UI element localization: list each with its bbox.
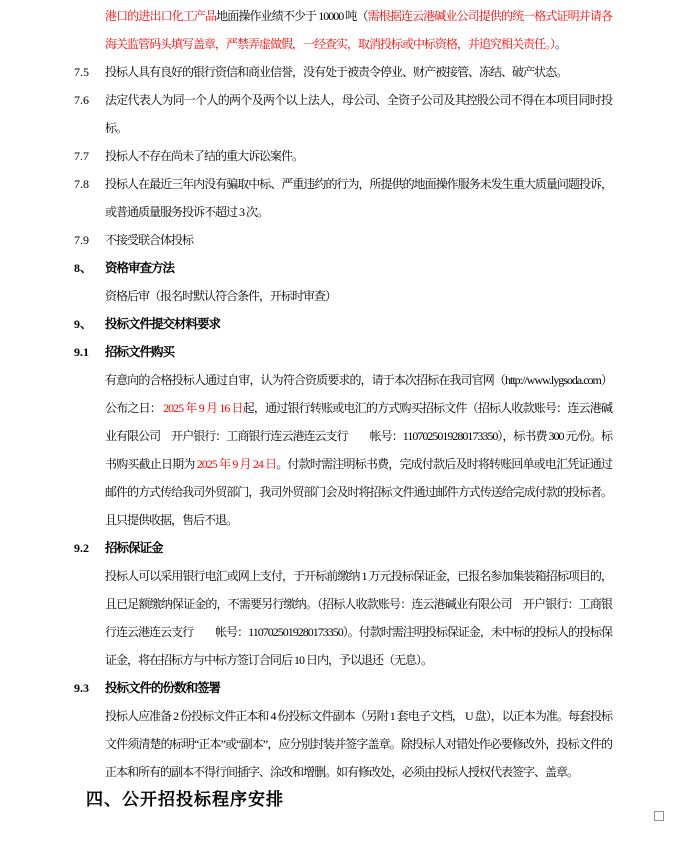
- clause-number: 7.7: [74, 149, 89, 163]
- section-number: 9.1: [74, 345, 89, 359]
- section-9-2-heading: [74, 534, 612, 562]
- section-9-2-body: 投标人可以采用银行电汇或网上支付，于开标前缴纳 1 万元投标保证金，已报名参加集装箱招标项目的，且已足额缴纳保证金的，不需要另行缴纳。（招标人收款账号：连云港碱业有限公司 开户银行：工商银行连云港连云支行 帐号：1107025019280173350）。付款时需注明投标保证金，未中标的投标人的投标保证金，将在招标方与中标方签订合同后 10 日内，予以退还（无息）。: [105, 569, 612, 667]
- clause-7-8: [74, 170, 612, 226]
- clause-number: 7.8: [74, 177, 89, 191]
- text-run: 地面操作业绩不少于 10000 吨（: [216, 9, 368, 23]
- text-run: 。付款时需注明标书费，完成付款后及时将转账回单或电汇凭证通过邮件的方式传给我司外贸部门，我司外贸部门会及时将招标文件通过邮件方式传送给完成付款的投标者。且只提供收据，售后不退。: [105, 457, 612, 527]
- section-8-body: 资格后审（报名时默认符合条件，开标时审查）: [105, 289, 337, 303]
- section-9-3-body: 投标人应准备 2 份投标文件正本和 4 份投标文件副本（另附 1 套电子文档， U 盘），以正本为准。每套投标文件须清楚的标明“正本”或“副本”，应分别封装并签字盖章。除投标人对错处作必要修改外，投标文件的正本和所有的副本不得行间插字、涂改和增删。如有修改处，必须由投标人授权代表签字、盖章。: [105, 709, 612, 779]
- clause-number: 7.6: [74, 93, 89, 107]
- highlighted-text-run: 2025 年 9 月 16 日: [163, 401, 243, 415]
- clause-7-9: [74, 226, 612, 254]
- section-title: 招标保证金: [105, 541, 163, 555]
- text-run: 。: [555, 37, 567, 51]
- continuation-paragraph: [105, 2, 612, 58]
- clause-text: 不接受联合体投标: [105, 233, 194, 247]
- section-9-1-body: [105, 366, 612, 534]
- clause-text: 投标人具有良好的银行资信和商业信誉，没有处于被责令停业、财产被接管、冻结、破产状态。: [105, 65, 568, 79]
- clause-text: 投标人在最近三年内没有骗取中标、严重违约的行为，所提供的地面操作服务未发生重大质量问题投诉，或普通质量服务投诉不超过 3 次。: [105, 177, 612, 219]
- section-title: 招标文件购买: [105, 345, 175, 359]
- section-number: 8、: [74, 261, 93, 275]
- section-9-1-heading: [74, 338, 612, 366]
- clause-7-7: [74, 142, 612, 170]
- section-9-3-heading: [74, 674, 612, 702]
- highlighted-text-run: 需根据连云港碱业公司提供的统一格式证明并请各海关监管码头填写盖章，严禁弄虚做假，一经查实，取消投标或中标资格，并追究相关责任。）: [105, 9, 612, 51]
- highlighted-text-run: 2025 年 9 月 24 日: [196, 457, 277, 471]
- section-title: 资格审查方法: [105, 261, 175, 275]
- section-title: 投标文件的份数和签署: [105, 681, 221, 695]
- section-8-heading: [74, 254, 612, 282]
- clause-7-5: [74, 58, 612, 86]
- section-number: 9.2: [74, 541, 89, 555]
- clause-text: 投标人不存在尚未了结的重大诉讼案件。: [105, 149, 304, 163]
- clause-number: 7.5: [74, 65, 89, 79]
- highlighted-text-run: 港口的进出口化工产品: [105, 9, 217, 23]
- section-title: 投标文件提交材料要求: [105, 317, 221, 331]
- section-number: 9.3: [74, 681, 89, 695]
- empty-square-glyph: [654, 811, 664, 821]
- text-run: 有意向的合格投标人通过自审，认为符合资质要求的，请于本次招标在我司官网（http://www.lygsoda.com）公布之日：: [105, 373, 612, 415]
- section-9-heading: [74, 310, 612, 338]
- section-number: 9、: [74, 317, 93, 331]
- chapter-4-heading: 四、公开招投标程序安排: [86, 790, 284, 809]
- text-run: 起，通过银行转账或电汇的方式购买招标文件（招标人收款账号：连云港碱业有限公司 开户银行：工商银行连云港连云支行 帐号：1107025019280173350），标书费 300 元/份。标书购买截止日期为: [105, 401, 612, 471]
- clause-7-6: [74, 86, 612, 142]
- clause-number: 7.9: [74, 233, 89, 247]
- clause-text: 法定代表人为同一个人的两个及两个以上法人，母公司、全资子公司及其控股公司不得在本项目同时投标。: [105, 93, 612, 135]
